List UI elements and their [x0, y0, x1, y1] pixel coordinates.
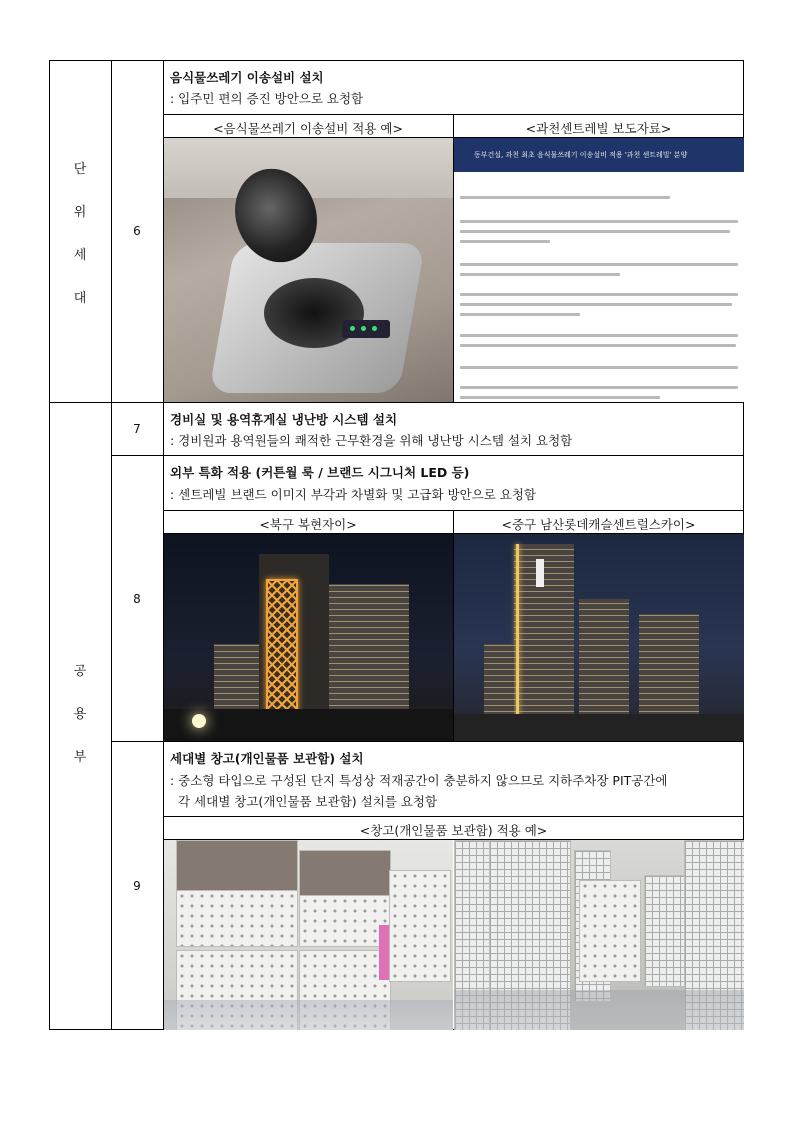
photo-caption: <중구 남산롯데캐슬센트럴스카이>	[501, 517, 696, 532]
category-char: 부	[73, 750, 87, 765]
press-release-image	[454, 138, 744, 402]
category-char: 대	[73, 291, 87, 306]
divider	[49, 402, 744, 403]
item-description: : 입주민 편의 증진 방안으로 요청함	[170, 91, 364, 106]
category-char: 위	[73, 205, 87, 220]
divider	[111, 741, 744, 742]
item-title: 경비실 및 용역휴게실 냉난방 시스템 설치	[170, 412, 398, 427]
category-unit	[49, 60, 111, 402]
item-title: 세대별 창고(개인물품 보관함) 설치	[170, 751, 364, 766]
divider	[111, 455, 744, 456]
photo-caption: <북구 복현자이>	[259, 517, 357, 532]
storage-locker-photo-1	[164, 840, 453, 1030]
category-char: 공	[73, 664, 87, 679]
photo-caption: <창고(개인물품 보관함) 적용 예>	[359, 823, 548, 838]
category-char: 세	[73, 248, 87, 263]
item-description: : 센트레빌 브랜드 이미지 부각과 차별화 및 고급화 방안으로 요청함	[170, 487, 536, 502]
item-description-continued: 각 세대별 창고(개인물품 보관함) 설치를 요청함	[178, 794, 438, 809]
namsan-lotte-castle-night-photo	[454, 534, 744, 741]
item-number: 7	[133, 422, 141, 436]
item-title: 음식물쓰레기 이송설비 설치	[170, 70, 324, 85]
category-char: 용	[73, 707, 87, 722]
item-number: 6	[133, 224, 141, 238]
item-number: 8	[133, 592, 141, 606]
category-char: 단	[73, 162, 87, 177]
photo-caption: <과천센트레빌 보도자료>	[525, 121, 672, 136]
item-title: 외부 특화 적용 (커튼월 룩 / 브랜드 시그니처 LED 등)	[170, 465, 470, 480]
item-description: : 경비원과 용역원들의 쾌적한 근무환경을 위해 냉난방 시스템 설치 요청함	[170, 433, 573, 448]
divider	[163, 816, 744, 817]
press-headline: 동부건설, 과천 최초 음식물쓰레기 이송설비 적용 '과천 센트레빌' 분양	[454, 138, 744, 172]
item-description: : 중소형 타입으로 구성된 단지 특성상 적재공간이 충분하지 않으므로 지하주차장 PIT공간에	[170, 773, 668, 788]
item-number: 9	[133, 879, 141, 893]
storage-locker-photo-2	[454, 840, 744, 1030]
category-common	[49, 402, 111, 1030]
photo-caption: <음식물쓰레기 이송설비 적용 예>	[213, 121, 403, 136]
food-waste-disposer-photo	[164, 138, 453, 402]
bokhyeon-xi-night-photo	[164, 534, 453, 741]
